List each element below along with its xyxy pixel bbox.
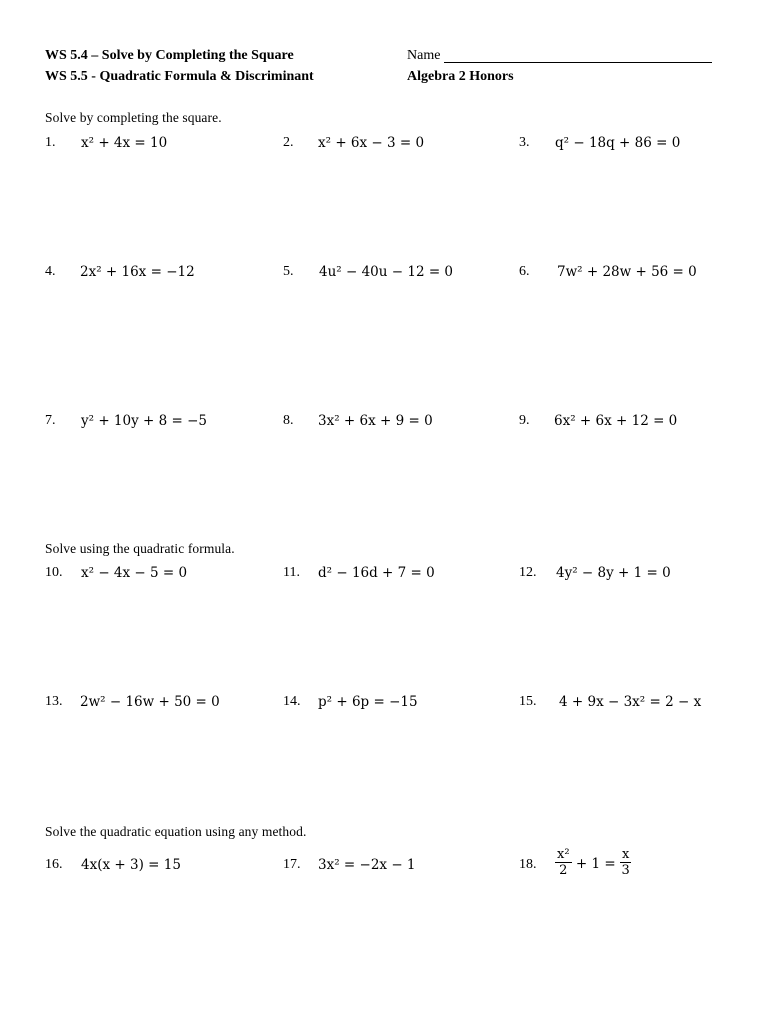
name-blank-line[interactable]	[444, 62, 712, 63]
problem-equation: 3x² = −2x − 1	[318, 857, 416, 873]
problem-number: 5.	[283, 264, 294, 279]
section-instruction-completing-square: Solve by completing the square.	[45, 110, 222, 125]
problem-equation: x² − 4x − 5 = 0	[81, 565, 188, 581]
problem-equation: 4 + 9x − 3x² = 2 − x	[559, 694, 702, 710]
problem-number: 6.	[519, 264, 530, 279]
problem-number: 17.	[283, 857, 301, 872]
problem-equation: y² + 10y + 8 = −5	[81, 413, 208, 429]
problem-number: 10.	[45, 565, 63, 580]
problem-equation: q² − 18q + 86 = 0	[555, 135, 681, 151]
problem-equation	[555, 849, 631, 880]
fraction-right	[620, 847, 631, 878]
problem-number: 1.	[45, 135, 56, 150]
problem-equation: 4x(x + 3) = 15	[81, 857, 181, 873]
equation-middle: + 1 =	[571, 856, 620, 872]
fraction-left	[555, 847, 572, 878]
course-label: Algebra 2 Honors	[407, 69, 514, 84]
problem-number: 12.	[519, 565, 537, 580]
fraction-numerator: x	[621, 847, 630, 862]
problem-equation: 3x² + 6x + 9 = 0	[318, 413, 433, 429]
problem-number: 2.	[283, 135, 294, 150]
fraction-denominator: 3	[621, 863, 630, 878]
worksheet-title-1: WS 5.4 – Solve by Completing the Square	[45, 48, 294, 63]
problem-number: 13.	[45, 694, 63, 709]
problem-equation: 6x² + 6x + 12 = 0	[554, 413, 678, 429]
problem-number: 4.	[45, 264, 56, 279]
problem-number: 14.	[283, 694, 301, 709]
problem-number: 16.	[45, 857, 63, 872]
problem-equation: 7w² + 28w + 56 = 0	[557, 264, 697, 280]
problem-equation: d² − 16d + 7 = 0	[318, 565, 435, 581]
problem-number: 7.	[45, 413, 56, 428]
problem-equation: 4y² − 8y + 1 = 0	[556, 565, 671, 581]
problem-number: 18.	[519, 857, 537, 872]
section-instruction-quadratic-formula: Solve using the quadratic formula.	[45, 541, 235, 556]
problem-equation: x² + 6x − 3 = 0	[318, 135, 425, 151]
problem-equation: x² + 4x = 10	[81, 135, 168, 151]
worksheet-title-2: WS 5.5 - Quadratic Formula & Discriminant	[45, 69, 314, 84]
problem-equation: p² + 6p = −15	[318, 694, 418, 710]
problem-number: 9.	[519, 413, 530, 428]
problem-number: 3.	[519, 135, 530, 150]
problem-equation: 2x² + 16x = −12	[80, 264, 195, 280]
problem-number: 11.	[283, 565, 300, 580]
problem-equation: 2w² − 16w + 50 = 0	[80, 694, 220, 710]
problem-number: 15.	[519, 694, 537, 709]
fraction-denominator: 2	[559, 863, 568, 878]
name-label: Name	[407, 48, 441, 63]
section-instruction-any-method: Solve the quadratic equation using any method.	[45, 824, 307, 839]
fraction-numerator: x²	[557, 847, 570, 862]
problem-number: 8.	[283, 413, 294, 428]
problem-equation: 4u² − 40u − 12 = 0	[319, 264, 454, 280]
